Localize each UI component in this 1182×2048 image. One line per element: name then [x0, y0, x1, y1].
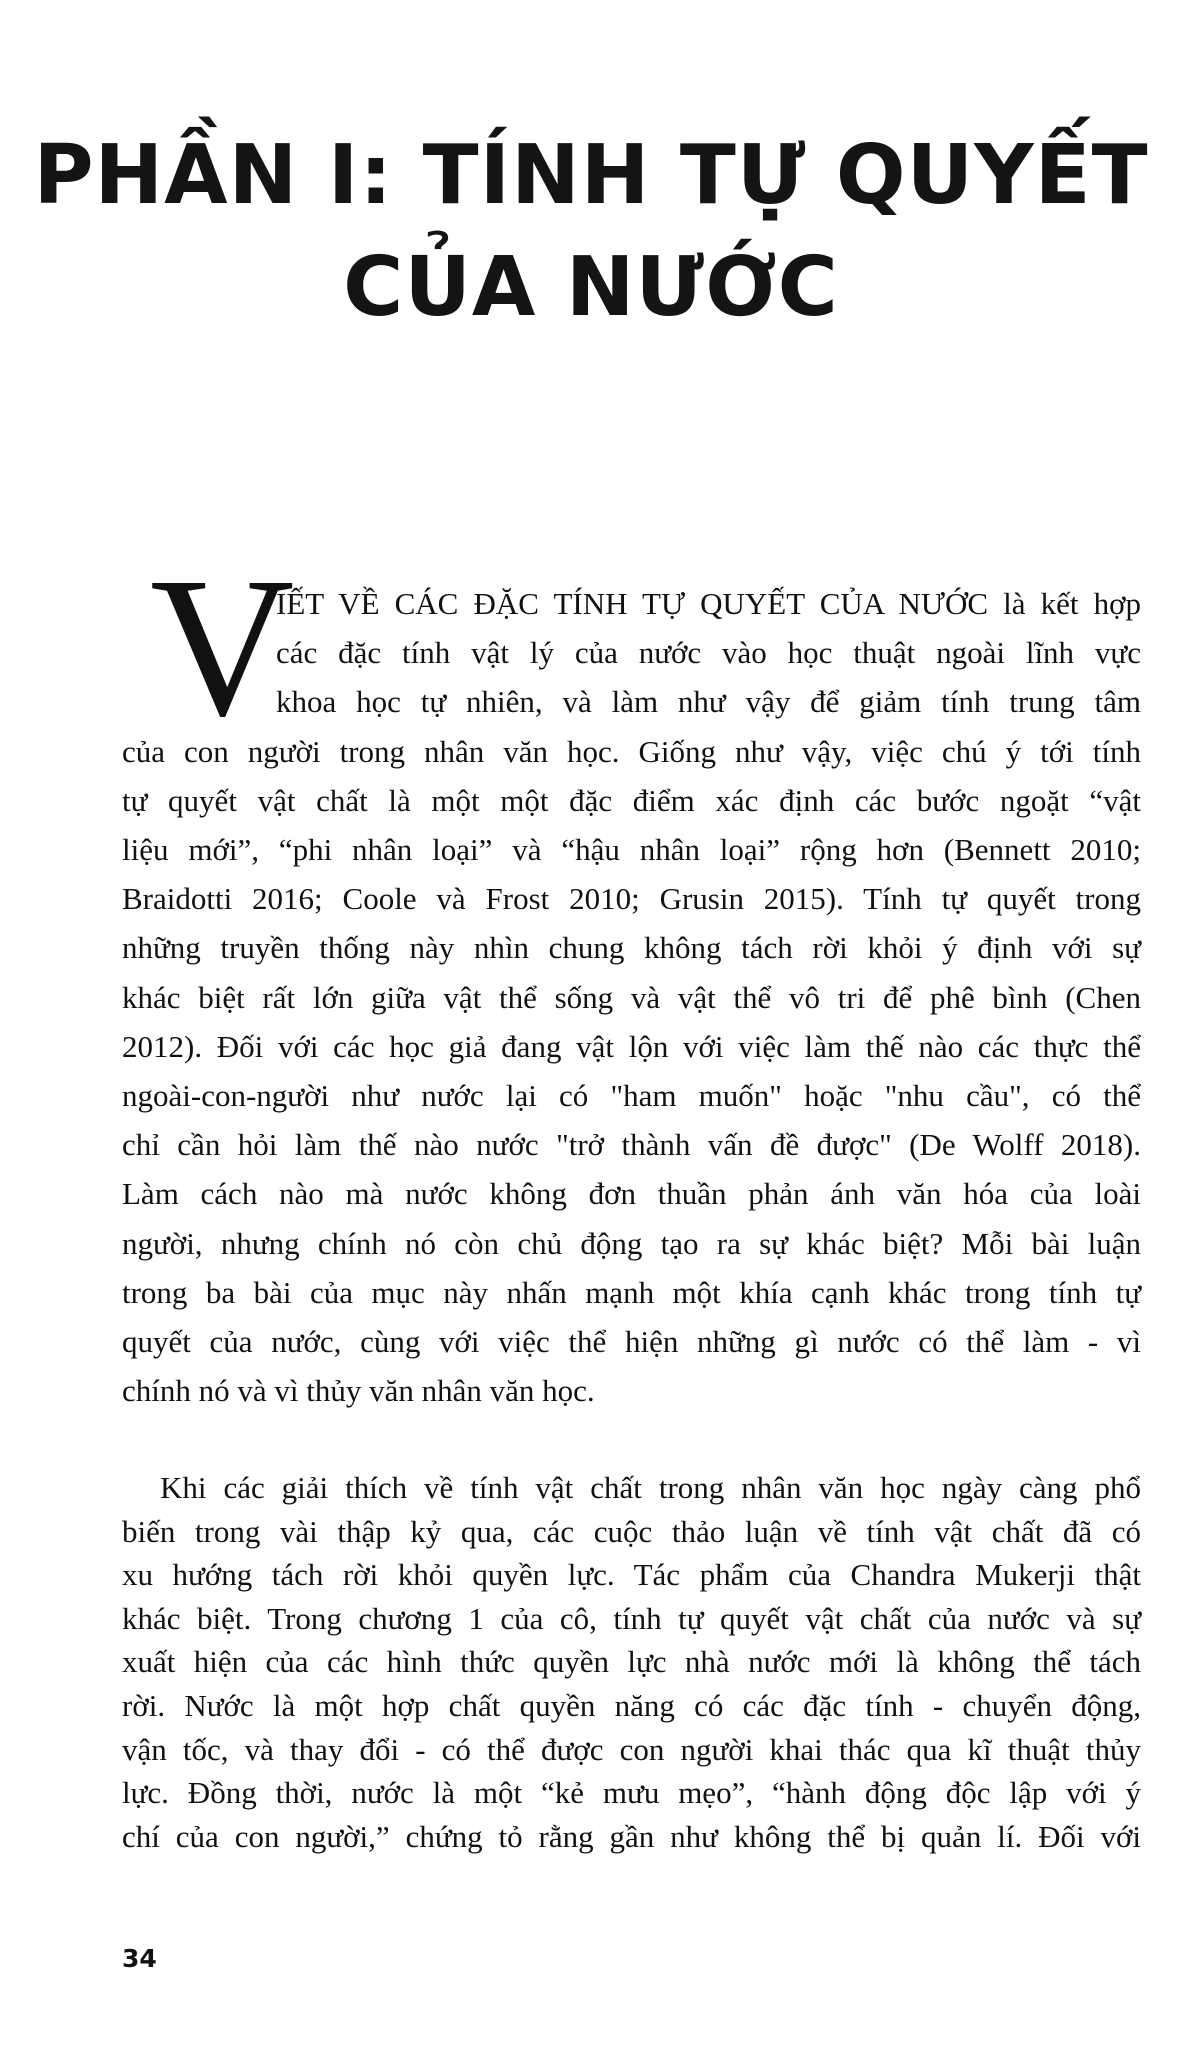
chapter-title-line-2: CỦA NƯỚC	[343, 240, 839, 335]
text-line: biến trong vài thập kỷ qua, các cuộc thảo luận về tính vật chất đã có	[122, 1513, 1141, 1549]
text-line: xuất hiện của các hình thức quyền lực nhà nước mới là không thể tách	[122, 1644, 1141, 1680]
text-line: 2012). Đối với các học giả đang vật lộn với việc làm thế nào các thực thể	[122, 1028, 1141, 1064]
drop-cap: V	[150, 537, 295, 758]
text-line: của con người trong nhân văn học. Giống như vậy, việc chú ý tới tính	[122, 733, 1141, 769]
text-line: ngoài-con-người như nước lại có "ham muốn" hoặc "nhu cầu", có thể	[122, 1078, 1141, 1113]
text-line: khác biệt rất lớn giữa vật thể sống và vật thể vô tri để phê bình (Chen	[122, 979, 1141, 1015]
text-line: vận tốc, và thay đổi - có thể được con người khai thác qua kĩ thuật thủy	[122, 1731, 1141, 1767]
text-line: chỉ cần hỏi làm thế nào nước "trở thành vấn đề được" (De Wolff 2018).	[122, 1127, 1141, 1163]
text-line: Làm cách nào mà nước không đơn thuần phản ánh văn hóa của loài	[122, 1176, 1141, 1212]
text-line: quyết của nước, cùng với việc thể hiện những gì nước có thể làm - vì	[122, 1324, 1141, 1359]
text-line: chí của con người,” chứng tỏ rằng gần như không thể bị quản lí. Đối với	[122, 1818, 1141, 1854]
text-line: tự quyết vật chất là một một đặc điểm xác định các bước ngoặt “vật	[122, 782, 1141, 818]
text-line: xu hướng tách rời khỏi quyền lực. Tác phẩm của Chandra Mukerji thật	[122, 1557, 1141, 1593]
text-line: người, nhưng chính nó còn chủ động tạo ra sự khác biệt? Mỗi bài luận	[122, 1225, 1141, 1261]
text-line: chính nó và vì thủy văn nhân văn học.	[122, 1373, 595, 1409]
text-line: Braidotti 2016; Coole và Frost 2010; Grusin 2015). Tính tự quyết trong	[122, 881, 1141, 917]
text-line: lực. Đồng thời, nước là một “kẻ mưu mẹo”, “hành động độc lập với ý	[122, 1775, 1141, 1811]
text-line: những truyền thống này nhìn chung không tách rời khỏi ý định với sự	[122, 930, 1141, 966]
page-number: 34	[122, 1944, 157, 1973]
text-line: rời. Nước là một hợp chất quyền năng có các đặc tính - chuyển động,	[122, 1688, 1141, 1723]
chapter-title-line-1: PHẦN I: TÍNH TỰ QUYẾT	[33, 128, 1149, 223]
text-line: trong ba bài của mục này nhấn mạnh một khía cạnh khác trong tính tự	[122, 1274, 1141, 1310]
text-line: khoa học tự nhiên, và làm như vậy để giảm tính trung tâm	[276, 684, 1141, 720]
text-line: Khi các giải thích về tính vật chất trong nhân văn học ngày càng phổ	[160, 1470, 1141, 1505]
text-line: IẾT VỀ CÁC ĐẶC TÍNH TỰ QUYẾT CỦA NƯỚC là kết hợp	[276, 586, 1141, 621]
text-line: liệu mới”, “phi nhân loại” và “hậu nhân loại” rộng hơn (Bennett 2010;	[122, 832, 1141, 867]
text-line: các đặc tính vật lý của nước vào học thuật ngoài lĩnh vực	[276, 635, 1141, 671]
text-line: khác biệt. Trong chương 1 của cô, tính tự quyết vật chất của nước và sự	[122, 1600, 1141, 1636]
